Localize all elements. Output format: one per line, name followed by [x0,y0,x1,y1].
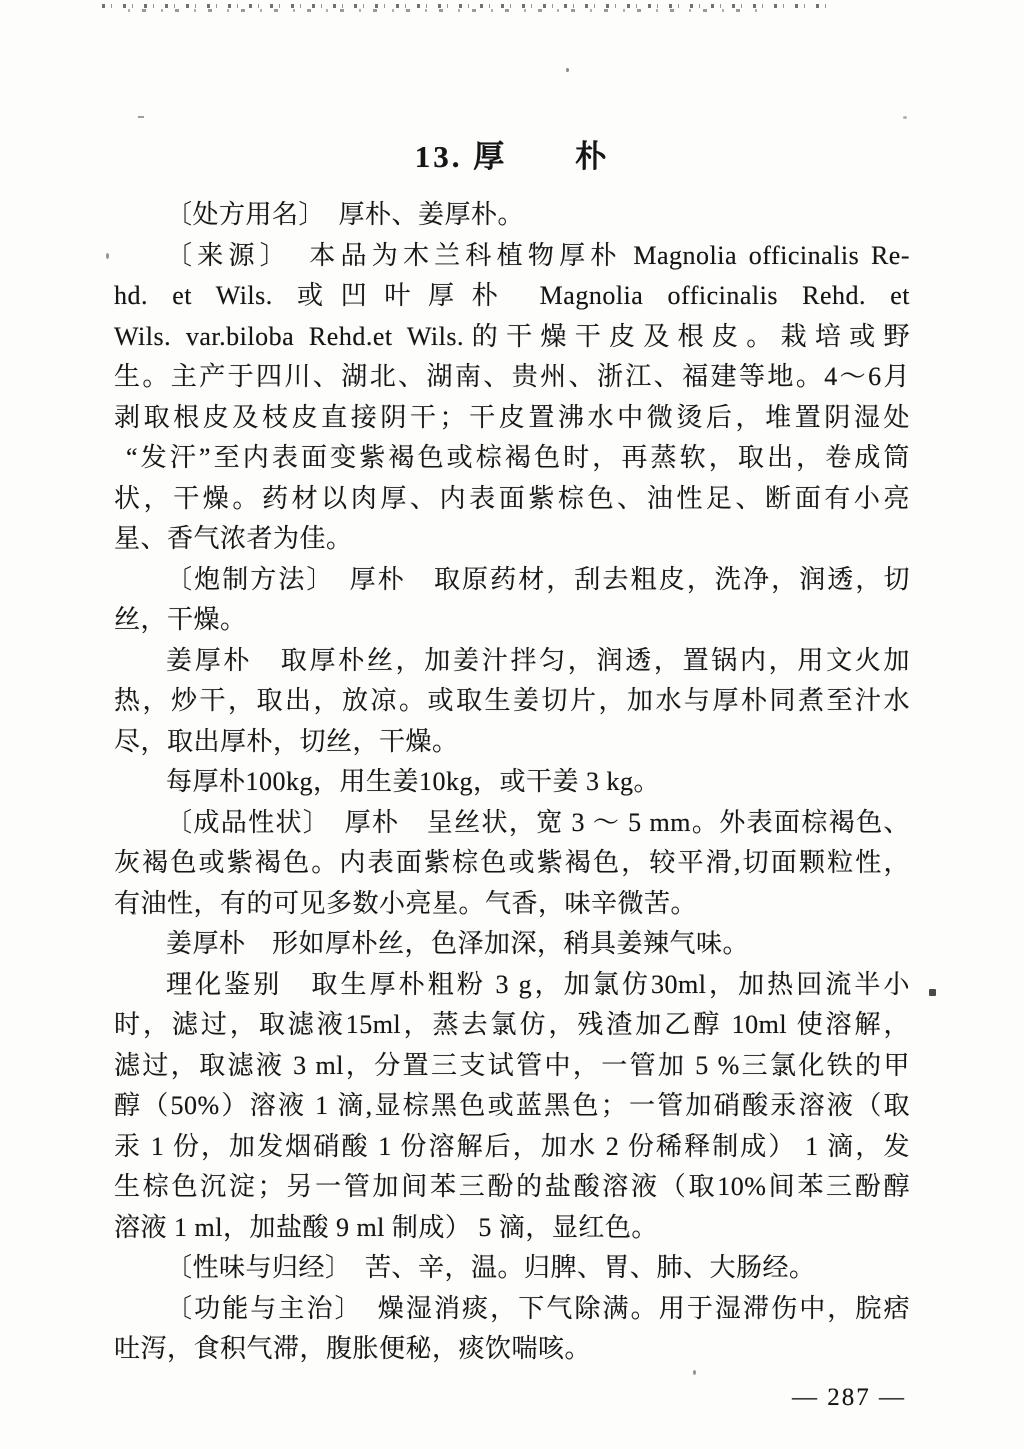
scan-speck [106,253,109,259]
scan-speck [693,1370,696,1375]
text-line: 理化鉴别 取生厚朴粗粉 3 g，加氯仿30ml，加热回流半小 [166,969,910,999]
text-line: 姜厚朴 取厚朴丝，加姜汁拌匀，润透，置锅内，用文火加 [166,645,910,675]
scan-noise-strip [102,4,832,8]
text-line: 溶液 1 ml，加盐酸 9 ml 制成） 5 滴，显红色。 [114,1212,658,1242]
scan-speck [138,116,144,118]
scan-speck [566,68,569,72]
text-line: 星、香气浓者为佳。 [114,524,353,553]
text-line: Wils. var.biloba Rehd.et Wils.的干燥干皮及根皮。栽培或野 [114,321,910,351]
chapter-title: 13. 厚 朴 [414,139,610,174]
text-line: 时，滤过，取滤液15ml，蒸去氯仿，残渣加乙醇 10ml 使溶解， [114,1010,910,1039]
text-line: 滤过，取滤液 3 ml，分置三支试管中，一管加 5 %三氯化铁的甲 [114,1050,910,1080]
text-line: 吐泻，食积气滞，腹胀便秘，痰饮喘咳。 [114,1334,592,1363]
text-line: 〔性味与归经〕 苦、辛，温。归脾、胃、肺、大肠经。 [166,1253,816,1282]
text-line: 汞 1 份，加发烟硝酸 1 份溶解后，加水 2 份稀释制成） 1 滴，发 [114,1131,910,1161]
scan-noise-strip [128,9,768,12]
text-line: 〔功能与主治〕 燥湿消痰，下气除满。用于湿滞伤中，脘痞 [166,1293,910,1323]
page-number: — 287 — [792,1383,906,1411]
text-line: 〔成品性状〕 厚朴 呈丝状，宽 3 ～ 5 mm。外表面棕褐色、 [166,807,910,837]
text-line: 生。主产于四川、湖北、湖南、贵州、浙江、福建等地。4～6月 [114,362,910,391]
document-body [114,195,910,1370]
text-line: 状，干燥。药材以肉厚、内表面紫棕色、油性足、断面有小亮 [114,483,910,513]
text-line: 灰褐色或紫褐色。内表面紫棕色或紫褐色，较平滑,切面颗粒性， [114,848,910,877]
text-line: 尽，取出厚朴，切丝，干燥。 [114,726,459,756]
text-line: 〔炮制方法〕 厚朴 取原药材，刮去粗皮，洗净，润透，切 [166,564,910,594]
text-line: 每厚朴100kg，用生姜10kg，或干姜 3 kg。 [166,767,661,796]
text-line: 剥取根皮及枝皮直接阴干；干皮置沸水中微烫后，堆置阴湿处 [114,402,910,432]
text-line: 〔处方用名〕 厚朴、姜厚朴。 [166,200,525,229]
text-line: 姜厚朴 形如厚朴丝，色泽加深，稍具姜辣气味。 [166,929,750,958]
text-line: 丝，干燥。 [114,605,247,634]
text-line: 〔来源〕 本品为木兰科植物厚朴 Magnolia officinalis Re- [166,240,910,270]
text-line: 生棕色沉淀；另一管加间苯三酚的盐酸溶液（取10%间苯三酚醇 [114,1172,910,1201]
text-line: 有油性，有的可见多数小亮星。气香，味辛微苦。 [114,888,698,918]
scan-speck [903,116,907,119]
text-line: “发汗”至内表面变紫褐色或棕褐色时，再蒸软，取出，卷成筒 [126,443,910,472]
text-line: 醇（50%）溶液 1 滴,显棕黑色或蓝黑色；一管加硝酸汞溶液（取 [114,1091,910,1120]
scan-speck [929,989,936,996]
text-line: 热，炒干，取出，放凉。或取生姜切片，加水与厚朴同煮至汁水 [114,686,910,715]
scan-speck [132,912,136,915]
text-line: hd. et Wils. 或凹叶厚朴 Magnolia officinalis Rehd. et [114,281,910,310]
